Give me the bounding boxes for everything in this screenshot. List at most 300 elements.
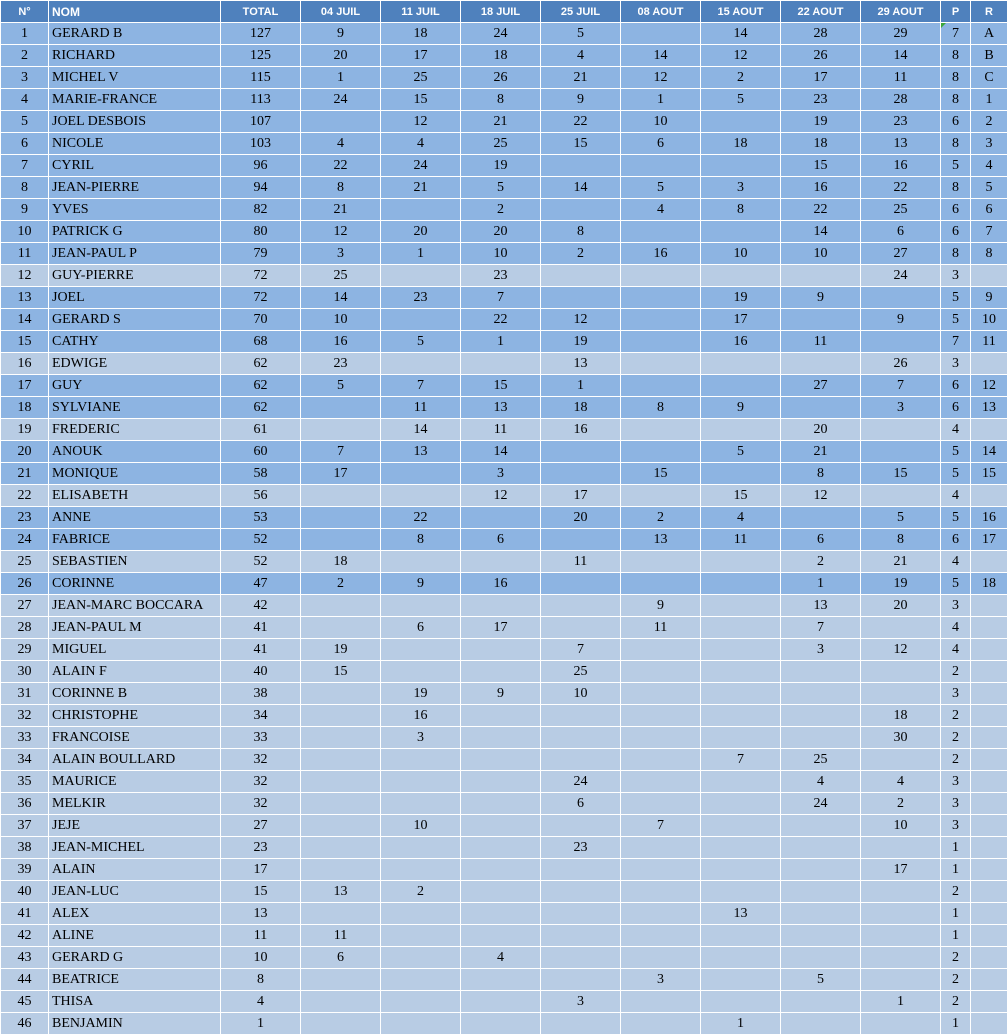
table-row (1, 463, 1007, 485)
r-cell: 10 (971, 309, 1007, 331)
score-25-juil: 16 (541, 419, 621, 441)
score-08-aout (621, 265, 701, 287)
total-cell: 33 (221, 727, 301, 749)
rank-cell: 15 (1, 331, 49, 353)
score-18-juil: 26 (461, 67, 541, 89)
score-08-aout (621, 485, 701, 507)
score-11-juil: 25 (381, 67, 461, 89)
header-r: R (971, 1, 1007, 23)
score-25-juil (541, 859, 621, 881)
score-15-aout: 13 (701, 903, 781, 925)
total-cell: 62 (221, 353, 301, 375)
r-cell (971, 749, 1007, 771)
table-row (1, 881, 1007, 903)
score-15-aout (701, 639, 781, 661)
rank-cell: 7 (1, 155, 49, 177)
rank-cell: 36 (1, 793, 49, 815)
score-18-juil: 9 (461, 683, 541, 705)
name-cell: MAURICE (49, 771, 221, 793)
score-15-aout: 10 (701, 243, 781, 265)
r-cell (971, 969, 1007, 991)
r-cell: 9 (971, 287, 1007, 309)
participations-cell: 6 (941, 375, 971, 397)
score-29-aout: 14 (861, 45, 941, 67)
score-25-juil (541, 287, 621, 309)
header-row (1, 1, 1007, 23)
participations-cell: 8 (941, 45, 971, 67)
score-22-aout (781, 859, 861, 881)
score-08-aout: 3 (621, 969, 701, 991)
score-11-juil: 24 (381, 155, 461, 177)
total-cell: 53 (221, 507, 301, 529)
score-11-juil: 16 (381, 705, 461, 727)
score-04-juil (301, 529, 381, 551)
name-cell: ELISABETH (49, 485, 221, 507)
rank-cell: 37 (1, 815, 49, 837)
r-cell (971, 837, 1007, 859)
r-cell (971, 683, 1007, 705)
score-11-juil (381, 353, 461, 375)
total-cell: 72 (221, 287, 301, 309)
score-29-aout: 3 (861, 397, 941, 419)
participations-cell: 2 (941, 705, 971, 727)
r-cell: 3 (971, 133, 1007, 155)
score-18-juil: 5 (461, 177, 541, 199)
score-25-juil (541, 947, 621, 969)
score-04-juil: 24 (301, 89, 381, 111)
score-25-juil: 24 (541, 771, 621, 793)
score-18-juil (461, 837, 541, 859)
score-15-aout: 5 (701, 89, 781, 111)
score-25-juil: 1 (541, 375, 621, 397)
r-cell (971, 485, 1007, 507)
rank-cell: 6 (1, 133, 49, 155)
table-row (1, 507, 1007, 529)
participations-cell: 2 (941, 727, 971, 749)
participations-cell: 2 (941, 661, 971, 683)
score-22-aout: 5 (781, 969, 861, 991)
score-29-aout: 17 (861, 859, 941, 881)
score-11-juil (381, 309, 461, 331)
table-row (1, 1013, 1007, 1035)
rank-cell: 4 (1, 89, 49, 111)
score-18-juil (461, 969, 541, 991)
r-cell: 1 (971, 89, 1007, 111)
score-29-aout: 27 (861, 243, 941, 265)
score-04-juil: 1 (301, 67, 381, 89)
score-15-aout (701, 353, 781, 375)
score-04-juil (301, 507, 381, 529)
score-11-juil: 2 (381, 881, 461, 903)
score-11-juil: 13 (381, 441, 461, 463)
table-header (1, 1, 1007, 23)
score-08-aout (621, 925, 701, 947)
rank-cell: 41 (1, 903, 49, 925)
score-18-juil: 2 (461, 199, 541, 221)
table-row (1, 331, 1007, 353)
score-22-aout (781, 727, 861, 749)
score-29-aout (861, 287, 941, 309)
name-cell: GUY-PIERRE (49, 265, 221, 287)
score-08-aout (621, 419, 701, 441)
score-11-juil (381, 947, 461, 969)
score-11-juil: 8 (381, 529, 461, 551)
score-25-juil (541, 595, 621, 617)
rank-cell: 33 (1, 727, 49, 749)
score-11-juil (381, 925, 461, 947)
name-cell: JEAN-LUC (49, 881, 221, 903)
score-29-aout: 15 (861, 463, 941, 485)
score-25-juil: 25 (541, 661, 621, 683)
participations-cell: 5 (941, 507, 971, 529)
score-11-juil (381, 265, 461, 287)
score-22-aout (781, 265, 861, 287)
total-cell: 52 (221, 551, 301, 573)
participations-cell: 4 (941, 551, 971, 573)
score-25-juil: 21 (541, 67, 621, 89)
total-cell: 4 (221, 991, 301, 1013)
score-08-aout (621, 683, 701, 705)
score-08-aout: 15 (621, 463, 701, 485)
table-row (1, 177, 1007, 199)
score-11-juil: 18 (381, 23, 461, 45)
score-08-aout (621, 749, 701, 771)
name-cell: JEAN-PAUL P (49, 243, 221, 265)
score-08-aout (621, 837, 701, 859)
score-22-aout (781, 397, 861, 419)
score-22-aout (781, 881, 861, 903)
total-cell: 10 (221, 947, 301, 969)
score-18-juil: 19 (461, 155, 541, 177)
participations-cell: 8 (941, 89, 971, 111)
name-cell: MONIQUE (49, 463, 221, 485)
score-04-juil (301, 815, 381, 837)
header-18-juil: 18 JUIL (461, 1, 541, 23)
total-cell: 11 (221, 925, 301, 947)
score-25-juil: 20 (541, 507, 621, 529)
score-25-juil: 18 (541, 397, 621, 419)
participations-cell: 4 (941, 419, 971, 441)
score-15-aout (701, 727, 781, 749)
r-cell: 18 (971, 573, 1007, 595)
score-25-juil (541, 155, 621, 177)
score-11-juil: 3 (381, 727, 461, 749)
r-cell: A (971, 23, 1007, 45)
score-04-juil: 14 (301, 287, 381, 309)
score-29-aout: 1 (861, 991, 941, 1013)
header-11-juil: 11 JUIL (381, 1, 461, 23)
table-row (1, 837, 1007, 859)
participations-cell (941, 23, 971, 45)
score-15-aout: 8 (701, 199, 781, 221)
score-29-aout: 26 (861, 353, 941, 375)
score-22-aout: 1 (781, 573, 861, 595)
header-nom: NOM (49, 1, 221, 23)
r-cell (971, 881, 1007, 903)
score-18-juil (461, 881, 541, 903)
score-04-juil (301, 903, 381, 925)
participations-cell: 1 (941, 925, 971, 947)
name-cell: JEAN-MICHEL (49, 837, 221, 859)
score-08-aout (621, 287, 701, 309)
score-04-juil: 23 (301, 353, 381, 375)
score-25-juil: 4 (541, 45, 621, 67)
score-15-aout (701, 551, 781, 573)
total-cell: 13 (221, 903, 301, 925)
score-15-aout: 4 (701, 507, 781, 529)
rank-cell: 45 (1, 991, 49, 1013)
name-cell: ANNE (49, 507, 221, 529)
score-18-juil: 18 (461, 45, 541, 67)
participations-cell: 5 (941, 463, 971, 485)
score-22-aout: 10 (781, 243, 861, 265)
total-cell: 41 (221, 639, 301, 661)
total-cell: 127 (221, 23, 301, 45)
score-22-aout: 4 (781, 771, 861, 793)
score-11-juil (381, 969, 461, 991)
name-cell: SEBASTIEN (49, 551, 221, 573)
score-18-juil (461, 859, 541, 881)
table-row (1, 133, 1007, 155)
score-04-juil: 20 (301, 45, 381, 67)
score-15-aout: 12 (701, 45, 781, 67)
score-04-juil: 19 (301, 639, 381, 661)
rank-cell: 42 (1, 925, 49, 947)
score-08-aout (621, 771, 701, 793)
score-29-aout (861, 485, 941, 507)
participations-cell: 5 (941, 287, 971, 309)
score-15-aout (701, 111, 781, 133)
score-22-aout (781, 705, 861, 727)
score-22-aout: 17 (781, 67, 861, 89)
score-04-juil: 7 (301, 441, 381, 463)
score-29-aout (861, 441, 941, 463)
rank-cell: 27 (1, 595, 49, 617)
total-cell: 27 (221, 815, 301, 837)
score-18-juil: 1 (461, 331, 541, 353)
table-row (1, 969, 1007, 991)
score-11-juil (381, 903, 461, 925)
rank-cell: 12 (1, 265, 49, 287)
score-29-aout (861, 1013, 941, 1035)
score-29-aout: 9 (861, 309, 941, 331)
score-15-aout: 16 (701, 331, 781, 353)
participations-value: 7 (952, 26, 959, 41)
score-04-juil: 15 (301, 661, 381, 683)
score-29-aout (861, 881, 941, 903)
score-29-aout: 5 (861, 507, 941, 529)
score-18-juil (461, 793, 541, 815)
header-29-aout: 29 AOUT (861, 1, 941, 23)
participations-cell: 3 (941, 595, 971, 617)
table-row (1, 441, 1007, 463)
rank-cell: 3 (1, 67, 49, 89)
table-row (1, 111, 1007, 133)
rank-cell: 8 (1, 177, 49, 199)
score-22-aout: 11 (781, 331, 861, 353)
score-11-juil: 12 (381, 111, 461, 133)
table-row (1, 617, 1007, 639)
participations-cell: 1 (941, 903, 971, 925)
score-15-aout (701, 617, 781, 639)
score-22-aout: 18 (781, 133, 861, 155)
score-15-aout: 1 (701, 1013, 781, 1035)
score-04-juil (301, 1013, 381, 1035)
score-04-juil (301, 617, 381, 639)
total-cell: 8 (221, 969, 301, 991)
score-08-aout: 10 (621, 111, 701, 133)
total-cell: 34 (221, 705, 301, 727)
score-15-aout (701, 661, 781, 683)
score-25-juil: 17 (541, 485, 621, 507)
score-08-aout (621, 23, 701, 45)
score-22-aout: 26 (781, 45, 861, 67)
name-cell: RICHARD (49, 45, 221, 67)
table-body (1, 23, 1007, 1035)
score-08-aout (621, 991, 701, 1013)
score-25-juil (541, 617, 621, 639)
r-cell (971, 925, 1007, 947)
r-cell: 13 (971, 397, 1007, 419)
rank-cell: 32 (1, 705, 49, 727)
r-cell (971, 419, 1007, 441)
score-08-aout (621, 309, 701, 331)
score-08-aout: 12 (621, 67, 701, 89)
rank-cell: 16 (1, 353, 49, 375)
score-18-juil (461, 727, 541, 749)
score-25-juil (541, 925, 621, 947)
score-11-juil (381, 859, 461, 881)
score-15-aout (701, 969, 781, 991)
table-row (1, 551, 1007, 573)
score-08-aout: 5 (621, 177, 701, 199)
score-22-aout: 23 (781, 89, 861, 111)
rank-cell: 23 (1, 507, 49, 529)
score-29-aout: 16 (861, 155, 941, 177)
r-cell (971, 595, 1007, 617)
table-row (1, 859, 1007, 881)
participations-cell: 6 (941, 221, 971, 243)
table-row (1, 45, 1007, 67)
score-11-juil (381, 199, 461, 221)
rank-cell: 14 (1, 309, 49, 331)
score-15-aout (701, 991, 781, 1013)
name-cell: JEAN-PAUL M (49, 617, 221, 639)
total-cell: 23 (221, 837, 301, 859)
participations-cell: 1 (941, 837, 971, 859)
score-08-aout: 11 (621, 617, 701, 639)
score-04-juil: 6 (301, 947, 381, 969)
rank-cell: 5 (1, 111, 49, 133)
name-cell: YVES (49, 199, 221, 221)
score-18-juil: 4 (461, 947, 541, 969)
score-15-aout: 14 (701, 23, 781, 45)
score-11-juil: 10 (381, 815, 461, 837)
score-04-juil (301, 727, 381, 749)
score-25-juil (541, 969, 621, 991)
score-22-aout: 21 (781, 441, 861, 463)
score-22-aout: 14 (781, 221, 861, 243)
r-cell: 12 (971, 375, 1007, 397)
name-cell: EDWIGE (49, 353, 221, 375)
header-15-aout: 15 AOUT (701, 1, 781, 23)
participations-cell: 4 (941, 617, 971, 639)
table-row (1, 89, 1007, 111)
table-row (1, 749, 1007, 771)
score-29-aout: 6 (861, 221, 941, 243)
r-cell: 14 (971, 441, 1007, 463)
score-11-juil: 14 (381, 419, 461, 441)
table-row (1, 683, 1007, 705)
score-08-aout (621, 375, 701, 397)
score-22-aout: 12 (781, 485, 861, 507)
r-cell (971, 639, 1007, 661)
score-18-juil: 7 (461, 287, 541, 309)
score-29-aout: 11 (861, 67, 941, 89)
score-18-juil (461, 661, 541, 683)
r-cell: 15 (971, 463, 1007, 485)
r-cell: B (971, 45, 1007, 67)
score-22-aout: 16 (781, 177, 861, 199)
score-15-aout (701, 221, 781, 243)
name-cell: SYLVIANE (49, 397, 221, 419)
score-25-juil: 11 (541, 551, 621, 573)
score-04-juil: 10 (301, 309, 381, 331)
rank-cell: 39 (1, 859, 49, 881)
score-11-juil: 5 (381, 331, 461, 353)
score-22-aout (781, 661, 861, 683)
score-29-aout (861, 903, 941, 925)
score-11-juil: 22 (381, 507, 461, 529)
rank-cell: 46 (1, 1013, 49, 1035)
score-18-juil: 16 (461, 573, 541, 595)
score-29-aout: 29 (861, 23, 941, 45)
table-row (1, 991, 1007, 1013)
score-25-juil (541, 815, 621, 837)
name-cell: ALAIN F (49, 661, 221, 683)
score-04-juil: 21 (301, 199, 381, 221)
score-15-aout (701, 573, 781, 595)
total-cell: 42 (221, 595, 301, 617)
table-row (1, 903, 1007, 925)
total-cell: 38 (221, 683, 301, 705)
rank-cell: 2 (1, 45, 49, 67)
score-04-juil (301, 397, 381, 419)
score-11-juil: 4 (381, 133, 461, 155)
score-08-aout (621, 551, 701, 573)
name-cell: JOEL DESBOIS (49, 111, 221, 133)
score-11-juil (381, 771, 461, 793)
total-cell: 61 (221, 419, 301, 441)
participations-cell: 8 (941, 67, 971, 89)
table-row (1, 529, 1007, 551)
table-row (1, 397, 1007, 419)
score-18-juil (461, 925, 541, 947)
name-cell: MARIE-FRANCE (49, 89, 221, 111)
total-cell: 41 (221, 617, 301, 639)
score-18-juil (461, 991, 541, 1013)
score-29-aout (861, 331, 941, 353)
header-p: P (941, 1, 971, 23)
header-num: N° (1, 1, 49, 23)
total-cell: 125 (221, 45, 301, 67)
header-total: TOTAL (221, 1, 301, 23)
total-cell: 60 (221, 441, 301, 463)
score-29-aout: 20 (861, 595, 941, 617)
participations-cell: 2 (941, 947, 971, 969)
score-29-aout: 24 (861, 265, 941, 287)
score-04-juil: 5 (301, 375, 381, 397)
